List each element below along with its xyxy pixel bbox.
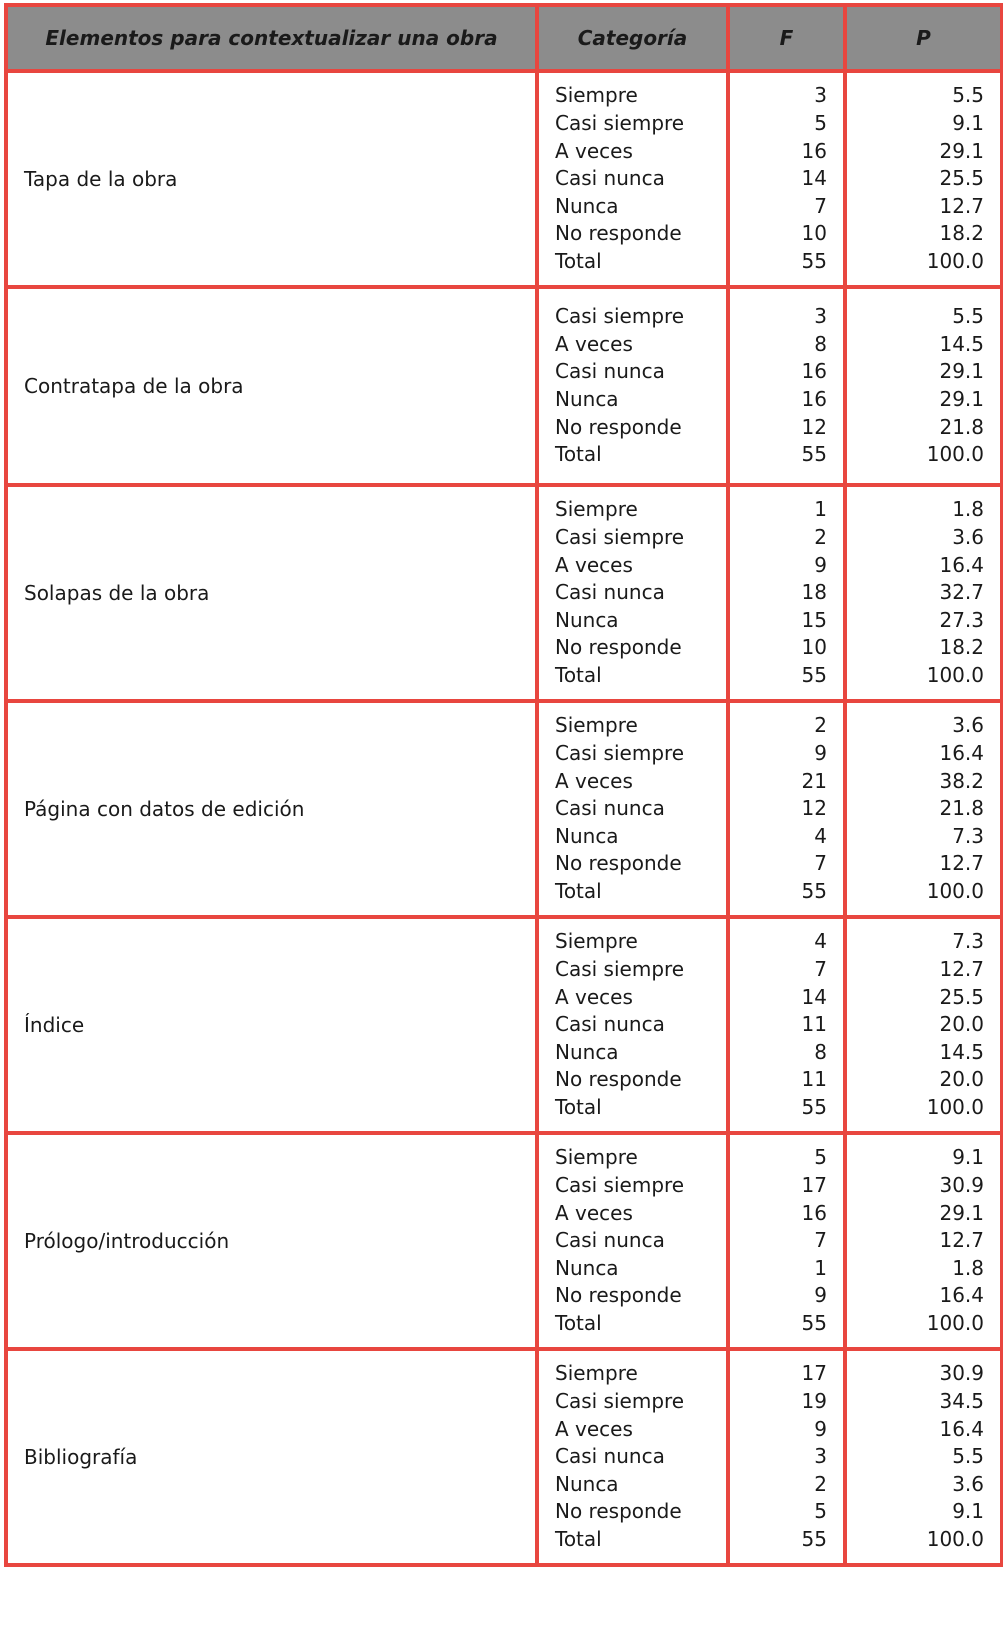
- f-cell: [728, 1133, 845, 1349]
- f-value: 9: [814, 741, 827, 766]
- p-value: 20.0: [939, 1012, 984, 1037]
- f-value: 1: [814, 1255, 827, 1280]
- f-value: 55: [801, 878, 827, 903]
- element-cell: Contratapa de la obra: [6, 287, 537, 485]
- f-value: 7: [814, 1228, 827, 1253]
- category-value: A veces: [555, 768, 633, 793]
- p-value: 100.0: [926, 1094, 984, 1119]
- f-value: 9: [814, 1283, 827, 1308]
- f-value: 1: [814, 497, 827, 522]
- f-value: 8: [814, 331, 827, 356]
- p-value: 12.7: [939, 851, 984, 876]
- p-value: 14.5: [939, 1039, 984, 1064]
- p-value: 21.8: [939, 414, 984, 439]
- category-value: Casi siempre: [555, 111, 685, 136]
- category-value: Casi nunca: [555, 359, 665, 384]
- category-value: No responde: [555, 1067, 682, 1092]
- f-cell: [728, 485, 845, 701]
- p-value: 9.1: [952, 1145, 984, 1170]
- p-value: 3.6: [952, 713, 984, 738]
- category-value: Nunca: [555, 193, 619, 218]
- category-value: Nunca: [555, 823, 619, 848]
- p-cell: [845, 1133, 1002, 1349]
- f-value: 9: [814, 1416, 827, 1441]
- category-value: Nunca: [555, 607, 619, 632]
- f-value: 10: [801, 635, 827, 660]
- p-value: 1.8: [952, 497, 984, 522]
- f-value: 55: [801, 1094, 827, 1119]
- category-value: Siempre: [555, 83, 638, 108]
- p-value: 5.5: [952, 1444, 984, 1469]
- p-value: 9.1: [952, 1499, 984, 1524]
- category-value: Siempre: [555, 713, 638, 738]
- category-value: Casi siempre: [555, 304, 685, 329]
- f-value: 55: [801, 1310, 827, 1335]
- header-category: Categoría: [537, 5, 728, 71]
- p-value: 25.5: [939, 984, 984, 1009]
- category-value: Total: [555, 1094, 602, 1119]
- p-value: 12.7: [939, 1228, 984, 1253]
- f-value: 19: [801, 1389, 827, 1414]
- category-value: Siempre: [555, 497, 638, 522]
- category-value: A veces: [555, 984, 633, 1009]
- p-value: 5.5: [952, 304, 984, 329]
- p-value: 34.5: [939, 1389, 984, 1414]
- p-value: 5.5: [952, 83, 984, 108]
- p-cell: [845, 1349, 1002, 1565]
- f-cell: [728, 287, 845, 485]
- category-value: Total: [555, 1526, 602, 1551]
- f-value: 4: [814, 929, 827, 954]
- category-value: Total: [555, 442, 602, 467]
- category-value: A veces: [555, 138, 633, 163]
- p-value: 12.7: [939, 193, 984, 218]
- f-value: 7: [814, 851, 827, 876]
- p-value: 100.0: [926, 878, 984, 903]
- element-cell: Página con datos de edición: [6, 701, 537, 917]
- p-value: 30.9: [939, 1361, 984, 1386]
- f-value: 55: [801, 1526, 827, 1551]
- category-value: A veces: [555, 1416, 633, 1441]
- p-value: 32.7: [939, 580, 984, 605]
- p-value: 16.4: [939, 741, 984, 766]
- category-value: A veces: [555, 331, 633, 356]
- header-p: P: [845, 5, 1002, 71]
- element-cell: Prólogo/introducción: [6, 1133, 537, 1349]
- table-row: [6, 701, 1002, 917]
- f-value: 10: [801, 221, 827, 246]
- table-row: [6, 485, 1002, 701]
- p-value: 21.8: [939, 796, 984, 821]
- p-cell: [845, 287, 1002, 485]
- f-value: 16: [801, 1200, 827, 1225]
- header-f: F: [728, 5, 845, 71]
- p-value: 7.3: [952, 929, 984, 954]
- p-value: 20.0: [939, 1067, 984, 1092]
- f-value: 16: [801, 359, 827, 384]
- p-cell: [845, 917, 1002, 1133]
- category-value: A veces: [555, 1200, 633, 1225]
- f-value: 14: [801, 984, 827, 1009]
- table-row: [6, 917, 1002, 1133]
- category-value: Casi nunca: [555, 1012, 665, 1037]
- f-value: 15: [801, 607, 827, 632]
- category-cell: [537, 1133, 728, 1349]
- element-cell: Solapas de la obra: [6, 485, 537, 701]
- category-cell: [537, 485, 728, 701]
- table-body: [6, 71, 1002, 1565]
- f-value: 55: [801, 662, 827, 687]
- p-value: 14.5: [939, 331, 984, 356]
- table-row: [6, 1349, 1002, 1565]
- p-value: 100.0: [926, 442, 984, 467]
- p-value: 29.1: [939, 1200, 984, 1225]
- p-value: 27.3: [939, 607, 984, 632]
- category-cell: [537, 917, 728, 1133]
- category-value: Nunca: [555, 1039, 619, 1064]
- category-value: Total: [555, 1310, 602, 1335]
- f-value: 55: [801, 442, 827, 467]
- p-value: 29.1: [939, 138, 984, 163]
- category-value: Casi nunca: [555, 166, 665, 191]
- p-value: 18.2: [939, 221, 984, 246]
- p-value: 100.0: [926, 248, 984, 273]
- element-cell: Tapa de la obra: [6, 71, 537, 287]
- f-value: 14: [801, 166, 827, 191]
- category-value: Casi nunca: [555, 1228, 665, 1253]
- category-cell: [537, 287, 728, 485]
- f-value: 17: [801, 1173, 827, 1198]
- f-value: 2: [814, 525, 827, 550]
- category-value: Total: [555, 248, 602, 273]
- category-value: Casi nunca: [555, 580, 665, 605]
- f-value: 2: [814, 1471, 827, 1496]
- category-value: Casi siempre: [555, 525, 685, 550]
- table-row: [6, 287, 1002, 485]
- p-value: 1.8: [952, 1255, 984, 1280]
- p-value: 12.7: [939, 957, 984, 982]
- p-value: 16.4: [939, 552, 984, 577]
- table-row: [6, 71, 1002, 287]
- f-value: 4: [814, 823, 827, 848]
- f-cell: [728, 917, 845, 1133]
- f-value: 3: [814, 304, 827, 329]
- f-value: 17: [801, 1361, 827, 1386]
- category-cell: [537, 701, 728, 917]
- p-value: 16.4: [939, 1416, 984, 1441]
- f-value: 5: [814, 111, 827, 136]
- f-value: 7: [814, 957, 827, 982]
- p-value: 3.6: [952, 1471, 984, 1496]
- f-value: 12: [801, 796, 827, 821]
- f-value: 7: [814, 193, 827, 218]
- f-value: 55: [801, 248, 827, 273]
- category-value: Casi nunca: [555, 1444, 665, 1469]
- element-cell: Índice: [6, 917, 537, 1133]
- category-value: Casi siempre: [555, 1173, 685, 1198]
- f-value: 11: [801, 1012, 827, 1037]
- category-cell: [537, 71, 728, 287]
- f-value: 8: [814, 1039, 827, 1064]
- p-cell: [845, 485, 1002, 701]
- header-element: Elementos para contextualizar una obra: [6, 5, 537, 71]
- f-value: 2: [814, 713, 827, 738]
- category-value: No responde: [555, 1283, 682, 1308]
- p-value: 9.1: [952, 111, 984, 136]
- category-value: Siempre: [555, 929, 638, 954]
- f-cell: [728, 71, 845, 287]
- category-value: Casi nunca: [555, 796, 665, 821]
- f-value: 12: [801, 414, 827, 439]
- f-value: 5: [814, 1499, 827, 1524]
- p-value: 100.0: [926, 662, 984, 687]
- p-value: 29.1: [939, 387, 984, 411]
- category-value: Casi siempre: [555, 1389, 685, 1414]
- p-value: 7.3: [952, 823, 984, 848]
- p-value: 18.2: [939, 635, 984, 660]
- p-value: 16.4: [939, 1283, 984, 1308]
- category-value: Siempre: [555, 1145, 638, 1170]
- category-value: No responde: [555, 851, 682, 876]
- category-value: Casi siempre: [555, 741, 685, 766]
- category-value: Nunca: [555, 387, 619, 411]
- f-value: 5: [814, 1145, 827, 1170]
- category-value: Total: [555, 878, 602, 903]
- frequency-table: [4, 3, 1003, 1567]
- category-value: Casi siempre: [555, 957, 685, 982]
- p-value: 100.0: [926, 1310, 984, 1335]
- p-cell: [845, 701, 1002, 917]
- category-value: No responde: [555, 1499, 682, 1524]
- header-row: [6, 5, 1002, 71]
- p-value: 25.5: [939, 166, 984, 191]
- f-cell: [728, 701, 845, 917]
- category-value: No responde: [555, 221, 682, 246]
- category-value: No responde: [555, 635, 682, 660]
- p-value: 30.9: [939, 1173, 984, 1198]
- f-value: 21: [801, 768, 827, 793]
- f-value: 18: [801, 580, 827, 605]
- f-value: 3: [814, 83, 827, 108]
- category-value: Siempre: [555, 1361, 638, 1386]
- f-value: 16: [801, 138, 827, 163]
- p-cell: [845, 71, 1002, 287]
- p-value: 29.1: [939, 359, 984, 384]
- f-value: 9: [814, 552, 827, 577]
- category-value: A veces: [555, 552, 633, 577]
- f-value: 11: [801, 1067, 827, 1092]
- element-cell: Bibliografía: [6, 1349, 537, 1565]
- table-row: [6, 1133, 1002, 1349]
- category-value: Nunca: [555, 1471, 619, 1496]
- category-value: Total: [555, 662, 602, 687]
- p-value: 3.6: [952, 525, 984, 550]
- f-value: 3: [814, 1444, 827, 1469]
- category-cell: [537, 1349, 728, 1565]
- category-value: Nunca: [555, 1255, 619, 1280]
- p-value: 38.2: [939, 768, 984, 793]
- p-value: 100.0: [926, 1526, 984, 1551]
- f-value: 16: [801, 387, 827, 411]
- f-cell: [728, 1349, 845, 1565]
- category-value: No responde: [555, 414, 682, 439]
